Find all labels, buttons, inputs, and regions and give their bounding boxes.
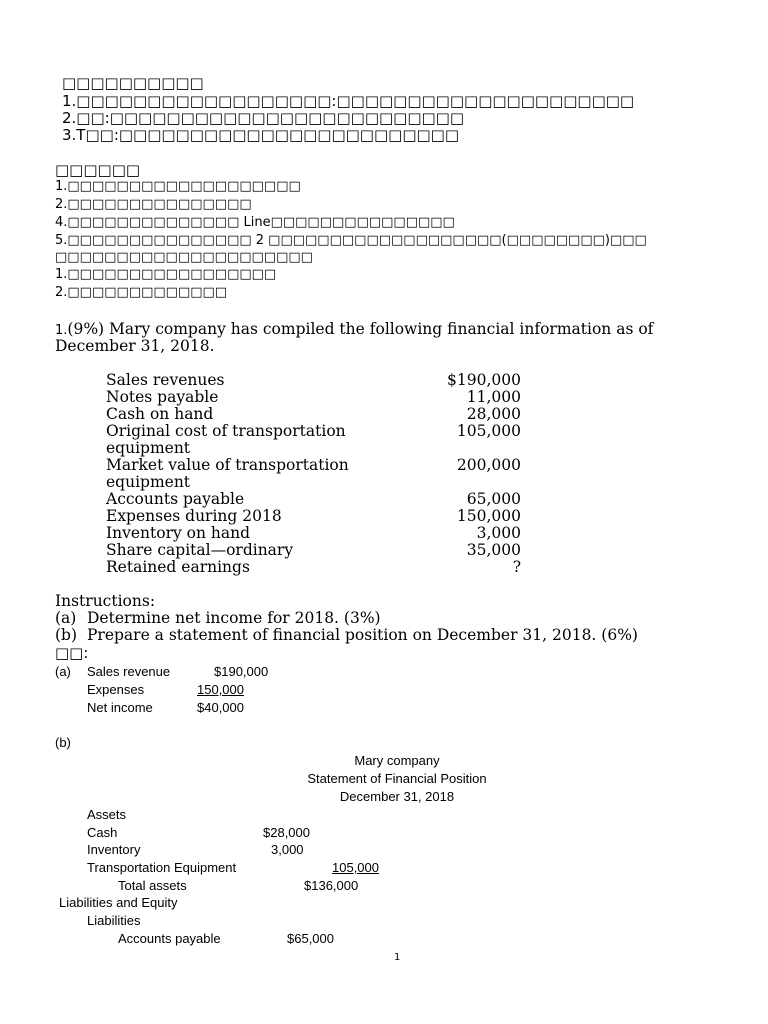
answer-a-value: $40,000 — [197, 700, 244, 715]
statement-company: Mary company — [354, 753, 440, 768]
asset-label: Transportation Equipment — [87, 860, 237, 875]
answer-a-tag: (a) — [55, 664, 71, 679]
notes-subtitle: □□□□□□□□□□□□□□□□□□□□□ — [55, 250, 313, 265]
header-title: □□□□□□□□□□ — [62, 74, 204, 92]
item-label: Cash on hand — [106, 405, 214, 423]
instruction-b-text: Prepare a statement of financial position on December 31, 2018. (6%) — [87, 626, 638, 644]
item-label-cont: equipment — [106, 473, 191, 491]
accounts-payable-label: Accounts payable — [118, 931, 221, 946]
statement-title: Statement of Financial Position — [307, 771, 487, 786]
answer-b-tag: (b) — [55, 735, 71, 750]
item-value: 105,000 — [456, 422, 521, 440]
item-label: Expenses during 2018 — [106, 507, 282, 525]
asset-value: $28,000 — [263, 825, 310, 840]
asset-label: Cash — [87, 825, 118, 840]
item-value: 200,000 — [456, 456, 521, 474]
item-label: Retained earnings — [106, 558, 250, 576]
question-line-1 — [55, 320, 653, 338]
notes-item-2: 2.□□□□□□□□□□□□□□□ — [55, 197, 252, 212]
header-item-2: 2.□□:□□□□□□□□□□□□□□□□□□□□□□□□□ — [62, 109, 465, 127]
asset-value: 3,000 — [271, 842, 304, 857]
answer-a-value: $190,000 — [214, 664, 269, 679]
asset-value-text: 105,000 — [332, 860, 379, 875]
answer-a-label: Expenses — [87, 682, 145, 697]
header-item-1: 1.□□□□□□□□□□□□□□□□□□:□□□□□□□□□□□□□□□□□□□□□ — [62, 92, 635, 110]
instruction-a-text: Determine net income for 2018. (3%) — [87, 609, 381, 627]
total-assets-label: Total assets — [118, 878, 187, 893]
notes-title: □□□□□□ — [55, 161, 141, 179]
item-label-cont: equipment — [106, 439, 191, 457]
assets-heading: Assets — [87, 807, 127, 822]
answer-a-label: Net income — [87, 700, 153, 715]
item-value: 3,000 — [476, 524, 521, 542]
page-number: 1 — [394, 952, 401, 963]
item-label: Sales revenues — [106, 371, 225, 389]
answer-a-label: Sales revenue — [87, 664, 171, 679]
item-label: Accounts payable — [106, 490, 245, 508]
instruction-a-tag: (a) — [55, 609, 77, 627]
accounts-payable-value: $65,000 — [287, 931, 334, 946]
item-label: Original cost of transportation — [106, 422, 346, 440]
header-item-3: 3.T□□:□□□□□□□□□□□□□□□□□□□□□□□□ — [62, 126, 460, 144]
answer-label: □□: — [55, 644, 89, 662]
liabilities-heading: Liabilities — [87, 913, 141, 928]
item-value: 11,000 — [466, 388, 521, 406]
item-label: Share capital—ordinary — [106, 541, 294, 559]
asset-value — [324, 860, 379, 875]
item-label: Notes payable — [106, 388, 219, 406]
item-value: ? — [512, 558, 521, 576]
item-value: $190,000 — [447, 371, 521, 389]
item-value: 65,000 — [466, 490, 521, 508]
question-line-2: December 31, 2018. — [55, 337, 215, 355]
item-value: 28,000 — [466, 405, 521, 423]
item-label: Inventory on hand — [106, 524, 251, 542]
item-label: Market value of transportation — [106, 456, 349, 474]
question-number: 1. — [55, 323, 68, 338]
question-text: (9%) Mary company has compiled the following financial information as of — [67, 320, 654, 338]
answer-a-value: 150,000 — [197, 682, 244, 697]
notes-item-5: 5.□□□□□□□□□□□□□□□ 2 □□□□□□□□□□□□□□□□□□□(□□□□□□□□)□□□ — [55, 233, 647, 248]
liabilities-equity-heading: Liabilities and Equity — [59, 895, 178, 910]
notes-sub-item-1: 1.□□□□□□□□□□□□□□□□□ — [55, 267, 277, 282]
notes-item-4: 4.□□□□□□□□□□□□□□ Line□□□□□□□□□□□□□□□ — [55, 215, 455, 230]
item-value: 35,000 — [466, 541, 521, 559]
instruction-b-tag: (b) — [55, 626, 78, 644]
notes-sub-item-2: 2.□□□□□□□□□□□□□ — [55, 285, 228, 300]
asset-label: Inventory — [87, 842, 141, 857]
total-assets-value: $136,000 — [304, 878, 359, 893]
statement-date: December 31, 2018 — [339, 789, 455, 804]
notes-item-1: 1.□□□□□□□□□□□□□□□□□□□ — [55, 179, 301, 194]
instructions-title: Instructions: — [55, 592, 156, 610]
item-value: 150,000 — [456, 507, 521, 525]
